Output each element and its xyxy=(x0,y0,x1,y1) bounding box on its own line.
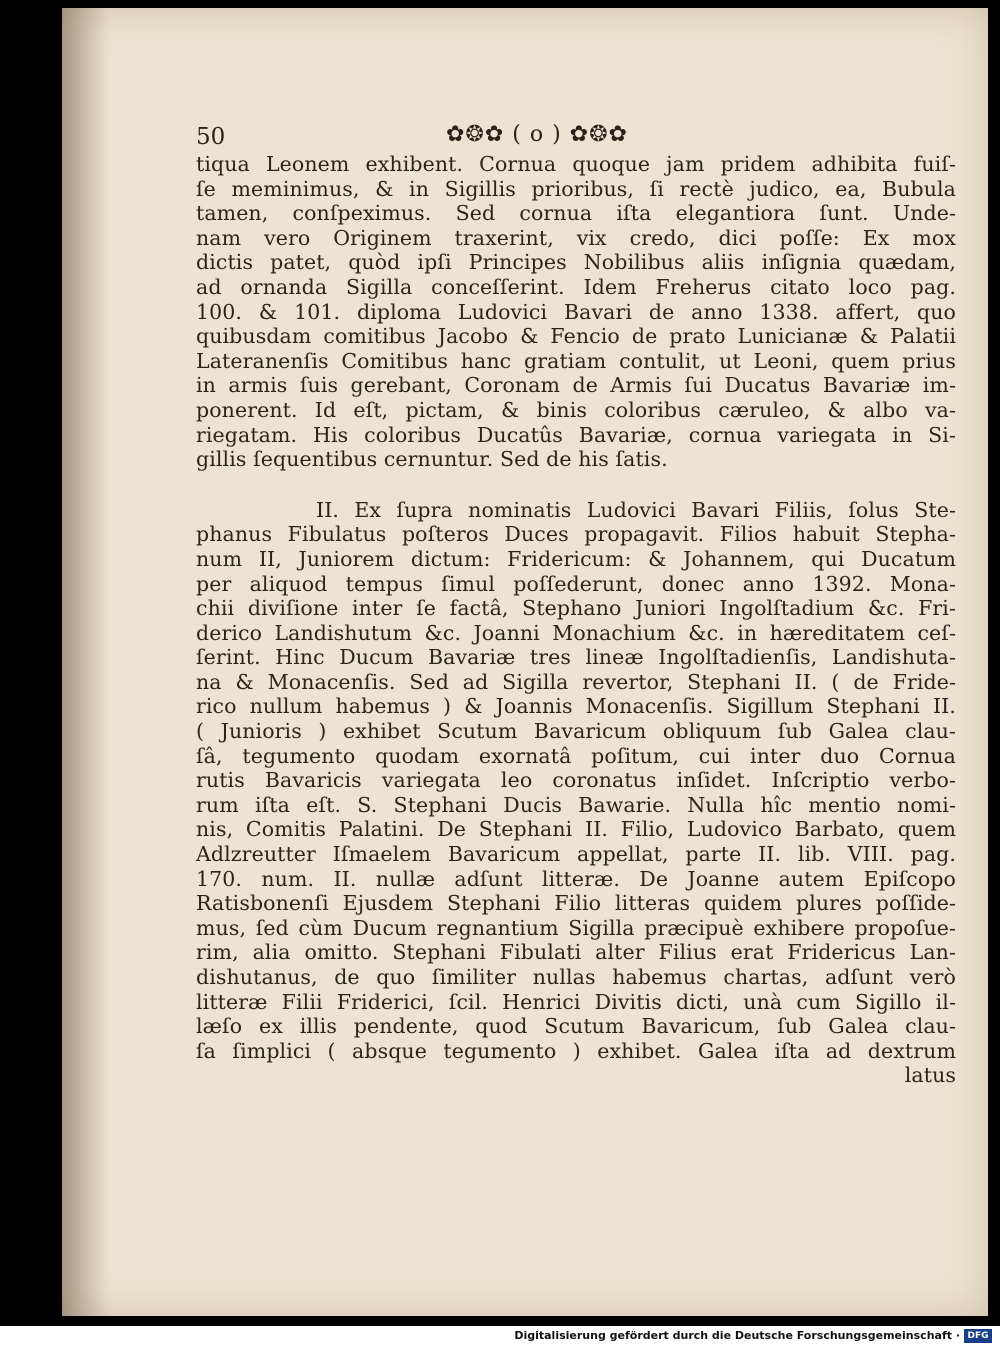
text-line: rico nullum habemus ) & Joannis Monacenſis. Sigillum Stephani II. xyxy=(196,694,956,719)
text-line: 100. & 101. diploma Ludovici Bavari de anno 1338. affert, quo xyxy=(196,299,956,324)
paragraph-1 xyxy=(196,152,956,472)
text-line: rum iſta eſt. S. Stephani Ducis Bawarie. Nulla hîc mentio nomi- xyxy=(196,792,956,817)
text-line: na & Monacenſis. Sed ad Sigilla revertor, Stephani II. ( de Fride- xyxy=(196,669,956,694)
text-line: derico Landishutum &c. Joanni Monachium &c. in hæreditatem ceſ- xyxy=(196,620,956,645)
funding-notice: Digitalisierung gefördert durch die Deutsche Forschungsgemeinschaft · xyxy=(514,1329,960,1342)
text-line: dictis patet, quòd ipſi Principes Nobilibus aliis inſignia quædam, xyxy=(196,250,956,275)
text-line: Ratisbonenſi Ejusdem Stephani Filio litteras quidem plures poſſide- xyxy=(196,891,956,916)
text-line: Adlzreutter Iſmaelem Bavaricum appellat, parte II. lib. VIII. pag. xyxy=(196,842,956,867)
text-line: ponerent. Id eſt, pictam, & binis coloribus cæruleo, & albo va- xyxy=(196,397,956,422)
text-line: mus, ſed cùm Ducum regnantium Sigilla præcipuè exhibere propoſue- xyxy=(196,915,956,940)
footer-bar xyxy=(0,1326,1000,1347)
text-line: nis, Comitis Palatini. De Stephani II. Filio, Ludovico Barbato, quem xyxy=(196,817,956,842)
dfg-logo: DFG xyxy=(964,1329,992,1343)
text-line: dishutanus, de quo ſimiliter nullas habemus chartas, adſunt verò xyxy=(196,965,956,989)
text-line: riegatam. His coloribus Ducatûs Bavariæ, cornua variegata in Si- xyxy=(196,422,956,447)
text-line: nam vero Originem traxerint, vix credo, dici poſſe: Ex mox xyxy=(196,225,956,250)
catchword: latus xyxy=(904,1063,956,1088)
text-line: II. Ex ſupra nominatis Ludovici Bavari Filiis, ſolus Ste- xyxy=(316,497,956,522)
text-line: Lateranenſis Comitibus hanc gratiam contulit, ut Leoni, quem prius xyxy=(196,348,956,373)
text-line: litteræ Filii Friderici, ſcil. Henrici Divitis dicti, unà cum Sigillo il- xyxy=(196,989,956,1014)
page-header xyxy=(196,124,956,154)
text-line: rim, alia omitto. Stephani Fibulati alter Filius erat Fridericus Lan- xyxy=(196,940,956,965)
text-line: num II, Juniorem dictum: Fridericum: & Johannem, qui Ducatum xyxy=(196,546,956,571)
text-line: ſe meminimus, & in Sigillis prioribus, ſi rectè judico, ea, Bubula xyxy=(196,176,956,201)
text-line: rutis Bavaricis variegata leo coronatus inſidet. Inſcriptio verbo- xyxy=(196,768,956,793)
text-line: in armis ſuis gerebant, Coronam de Armis ſui Ducatus Bavariæ im- xyxy=(196,373,956,398)
text-line: tamen, conſpeximus. Sed cornua iſta elegantiora ſunt. Unde- xyxy=(196,201,956,226)
text-line: phanus Fibulatus poſteros Duces propagavit. Filios habuit Stepha- xyxy=(196,522,956,547)
text-line: tiqua Leonem exhibent. Cornua quoque jam pridem adhibita fuiſ- xyxy=(196,152,956,176)
paragraph-2 xyxy=(196,498,956,1064)
text-line: ad ornanda Sigilla conceſſerint. Idem Freherus citato loco pag. xyxy=(196,274,956,299)
header-ornament: ✿❂✿ ( o ) ✿❂✿ xyxy=(446,122,628,147)
text-line: 170. num. II. nullæ adſunt litteræ. De Joanne autem Epiſcopo xyxy=(196,866,956,891)
page-number: 50 xyxy=(196,124,226,150)
page-text xyxy=(196,152,956,1088)
text-line: ſa ſimplici ( absque tegumento ) exhibet. Galea iſta ad dextrum xyxy=(196,1038,956,1063)
text-line: quibusdam comitibus Jacobo & Fencio de prato Lunicianæ & Palatii xyxy=(196,324,956,349)
text-line: ſerint. Hinc Ducum Bavariæ tres lineæ Ingolſtadienſis, Landishuta- xyxy=(196,645,956,670)
text-line: gillis ſequentibus cernuntur. Sed de his ſatis. xyxy=(196,447,668,472)
text-line: læſo ex illis pendente, quod Scutum Bavaricum, ſub Galea clau- xyxy=(196,1014,956,1039)
text-line: ( Junioris ) exhibet Scutum Bavaricum obliquum ſub Galea clau- xyxy=(196,719,956,744)
paragraph-gap xyxy=(196,472,956,498)
text-line: ſâ, tegumento quodam exornatâ poſitum, cui inter duo Cornua xyxy=(196,743,956,768)
text-line: per aliquod tempus ſimul poſſederunt, donec anno 1392. Mona- xyxy=(196,571,956,596)
binding-shadow xyxy=(62,8,110,1316)
text-line: chii diviſione inter ſe factâ, Stephano Juniori Ingolſtadium &c. Fri- xyxy=(196,596,956,621)
